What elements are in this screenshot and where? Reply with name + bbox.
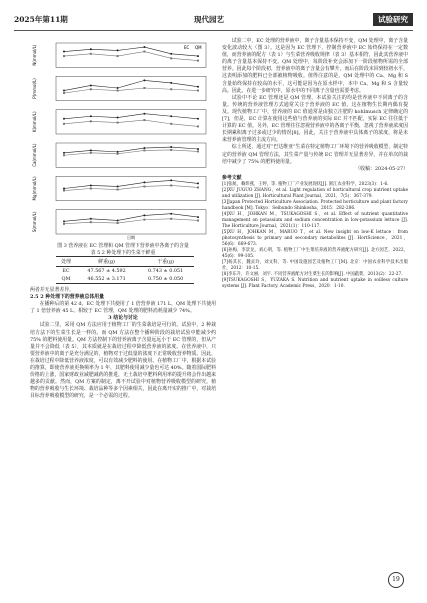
data-point xyxy=(170,82,172,84)
data-point xyxy=(63,90,65,92)
y-axis-label: K(mmol/L) xyxy=(32,111,37,133)
reference-item: [3]Japan Protected Horticulture Association. Protected horticulture and plant factory handbook [M]. Tokyo：Seibundo Shinkosha，2015：282-286. xyxy=(222,199,408,211)
reference-item: [8]李东升，许文丽，刘宇. 不同营养液配方对生菜生长的影响[J]. 中国蔬菜，2013(2)：22-27. xyxy=(222,271,403,277)
data-point xyxy=(143,79,145,81)
data-point xyxy=(170,213,172,215)
reference-item: [9]TSUKAGOSHI S，YUZAKA S. Nutrition and nutrient uptake in soilless culture systems [J]. Plant Factory. Academic Press，2020：1-10. xyxy=(222,277,408,289)
data-point xyxy=(197,55,199,57)
section-heading-2-5: 2.5 2 种处理下的营养液总体用量 xyxy=(30,294,105,301)
left-column xyxy=(30,287,216,401)
data-point xyxy=(117,87,119,89)
data-point xyxy=(90,48,92,50)
data-point xyxy=(90,88,92,90)
series-line-ec xyxy=(64,214,198,222)
data-point xyxy=(63,152,65,154)
paragraph: 试验二中，EC 处理的营养液中，离子含量基本保持不变，QM 处理中，离子含量变化波动较大（图 3）。这是因为 EC 管理下，控制营养液中 EC 始终保持在一定数值，而营养液的配方（表 1）与生菜营养吸收规律（表 3）基本相符，因此其营养液中的离子含量基本保持不变。QM 处理中，每阶段补充会添加下一阶段植物所需的全部营养。因此每个阶段初，营养液中的离子含量会有攀升，而后在阶段末回到较初水平，这表明添加的肥料已全部被植物吸收。值得注意的是，QM 处理中的 Ca、Mg 和 S 含量始终保持在较高的水平，这可能是因为在原水样中，本中 Ca、Mg 和 S 含量较高。因此，在进一步研究中，原水中的不同离子含量也需要考虑。 xyxy=(222,38,408,94)
data-point xyxy=(90,53,92,55)
paragraph: 试验中不论 EC 管理还是 QM 管理，本试验关注的均是营养液中不同离子的含量。传统的营养液管理方式通常关注于营养液的 EC 值，这在植物生长期内偶有提及。现代植物工厂中，营养液的 EC 值通常是由独立注肥的 kohlmusch 定律确定的[7]，但是，EC 计算在使用这些值与营养液的实际 EC 并不匹配，实际 EC 往往低于计算的 EC 值。另外，EC 管理往往忽视营养液中的各离子平衡，忽视了营养液浓度因长期累积离子过多或过少的情况[8]。因此，关注于营养液中具体离子的浓度，将是未来营养液管理的主流方向。 xyxy=(222,94,408,144)
reference-item: [1]张航，赖炜燕，王婷，等. 植物工厂产业发展现状[J]. 浙江农业科学，2023(3)：1-6. xyxy=(222,181,389,187)
data-point xyxy=(63,190,65,192)
data-point xyxy=(63,123,65,125)
series-line-ec xyxy=(64,114,198,119)
data-point xyxy=(143,147,145,149)
issue-label: 2025年第11期 xyxy=(14,15,68,24)
series-line-qm xyxy=(64,88,198,93)
data-point xyxy=(143,214,145,216)
references-list xyxy=(222,182,408,290)
header-divider xyxy=(14,30,413,31)
data-point xyxy=(90,149,92,151)
data-point xyxy=(90,221,92,223)
panel-frame xyxy=(56,110,206,134)
journal-title: 现代园艺 xyxy=(194,15,224,24)
data-point xyxy=(143,181,145,183)
panel-frame xyxy=(56,143,206,167)
data-point xyxy=(117,117,119,119)
data-point xyxy=(117,49,119,51)
data-point xyxy=(170,146,172,148)
table-5 xyxy=(56,256,194,284)
data-point xyxy=(90,218,92,220)
data-point xyxy=(143,46,145,48)
reference-item: [5]XU H，JOHKAN M，MARUO T，et al. New insight on low-K lettuce：from photosynthesis to primary and secondary metabolites [J]. HortScience，2021，56(6)：669-673. xyxy=(222,229,408,247)
data-point xyxy=(63,51,65,53)
data-point xyxy=(170,53,172,55)
received-date: （收稿：2024-05-27） xyxy=(355,165,408,172)
data-point xyxy=(143,113,145,115)
page-number: 19 xyxy=(388,572,404,588)
data-point xyxy=(63,92,65,94)
reference-item: [2]XU JUGUO ZHANG，et al. Light regulation of horticultural crop nutrient uptake and utilization [J]. Horticultural Plant Journal，2021，7(5)：367-379. xyxy=(222,187,408,199)
data-point xyxy=(117,222,119,224)
table-cell: EC xyxy=(62,268,70,274)
data-point xyxy=(170,115,172,117)
data-point xyxy=(90,152,92,154)
table-cell: 0.743 ± 0.051 xyxy=(148,268,184,274)
paragraph: 在播种后的第 42 d，EC 处理下共使用了 1 倍营养液 171 L，QM 处理下共使用了 1 倍营养液 45 L，相较于 EC 管理，QM 处理的肥料消耗量减少 74%。 xyxy=(30,301,216,315)
figure-3-charts xyxy=(30,40,216,240)
data-point xyxy=(143,185,145,187)
data-point xyxy=(197,150,199,152)
y-axis-label: N(mmol/L) xyxy=(32,44,37,66)
series-line-qm xyxy=(64,120,198,126)
data-point xyxy=(117,219,119,221)
data-point xyxy=(170,184,172,186)
data-point xyxy=(170,57,172,59)
data-point xyxy=(90,188,92,190)
data-point xyxy=(197,60,199,62)
data-point xyxy=(90,184,92,186)
series-line-ec xyxy=(64,180,198,188)
data-point xyxy=(197,86,199,88)
data-point xyxy=(117,151,119,153)
series-line-ec xyxy=(64,47,198,56)
running-header xyxy=(14,14,413,28)
paragraph: 两者并无显著差异。 xyxy=(30,287,75,293)
table-cell: 46.552 ± 3.171 xyxy=(76,275,137,284)
table-header-cell: 鲜重(g) xyxy=(76,257,137,267)
data-point xyxy=(170,179,172,181)
table-cell: 0.750 ± 0.050 xyxy=(137,275,194,284)
data-point xyxy=(117,122,119,124)
table-cell: QM xyxy=(56,275,76,284)
legend-entry: QM xyxy=(195,45,202,50)
data-point xyxy=(90,120,92,122)
data-point xyxy=(197,125,199,127)
data-point xyxy=(143,219,145,221)
data-point xyxy=(197,90,199,92)
references-title: 参考文献 xyxy=(222,174,242,181)
y-axis-label: Mg(mmol/L) xyxy=(32,176,37,201)
panel-frame xyxy=(56,76,206,100)
data-point xyxy=(143,149,145,151)
data-point xyxy=(63,220,65,222)
section-heading-3: 3 结论与讨论 xyxy=(108,315,138,322)
reference-item: [4]XU H，JOHKAN M，TSUKAGOSHI S，et al. Effect of nutrient quantitative management on potassium and sodium concentration in low-potassium lettuce [J]. The Horticulture Journal，2021(1)：110-117. xyxy=(222,211,408,229)
section-badge: 试验研究 xyxy=(373,13,413,26)
data-point xyxy=(197,148,199,150)
reference-item: [7]杨其长，魏灵玲，刘文科，等. 中国设施园艺及植物工厂[M]. 北京：中国农业科学技术出版社，2012：10-15. xyxy=(222,259,408,271)
paragraph: 综上所述，通过对“巴达维亚”生菜在特定植物工厂环境下的营养吸收模型，制定特定的营养液 QM 管理方法，其生菜产量与传统 EC 管理并无显著差异，并在单次的栽培中减少了 75% 的肥料使用量。 xyxy=(222,144,408,165)
table-header-cell: 干重(g) xyxy=(137,257,194,267)
data-point xyxy=(143,119,145,121)
table-header-cell: 处理 xyxy=(56,257,76,267)
figure-3-caption: 图 3 营养液在 EC 管理和 QM 管理下营养液中各离子的含量 xyxy=(57,243,189,249)
data-point xyxy=(170,88,172,90)
data-point xyxy=(63,188,65,190)
data-point xyxy=(143,87,145,89)
data-point xyxy=(143,51,145,53)
data-point xyxy=(197,216,199,218)
data-point xyxy=(63,55,65,57)
table-row xyxy=(56,275,194,284)
right-column xyxy=(222,38,408,290)
data-point xyxy=(197,219,199,221)
data-point xyxy=(170,149,172,151)
table-5-title: 表 5 2 种处理下的生菜干鲜重 xyxy=(90,250,156,256)
data-point xyxy=(117,185,119,187)
data-point xyxy=(170,218,172,220)
panel-frame xyxy=(56,176,206,200)
data-point xyxy=(197,118,199,120)
reference-item: [6]孙梅，李景龙，刘心明，等. 植物工厂中生菜培养液的营养液配方研究[J]. 北方园艺，2022，45(6)：99-105. xyxy=(222,247,408,259)
data-point xyxy=(90,84,92,86)
y-axis-label: S(mmol/L) xyxy=(32,211,37,233)
data-point xyxy=(90,115,92,117)
data-point xyxy=(117,189,119,191)
data-point xyxy=(117,153,119,155)
table-row xyxy=(56,267,194,276)
data-point xyxy=(63,118,65,120)
legend-entry: EC xyxy=(184,45,190,50)
data-point xyxy=(170,123,172,125)
panel-frame xyxy=(56,210,206,234)
data-point xyxy=(197,186,199,188)
y-axis-label: Ca(mmol/L) xyxy=(32,143,37,167)
data-point xyxy=(117,90,119,92)
y-axis-label: P(mmol/L) xyxy=(32,78,37,99)
paragraph: 试验二里，采用 QM 方法应用于植物工厂的生菜栽培是可行的。试验中，2 种栽培方法下的生菜生长是一样的。而 QM 方法在整个播种阶段的栽培试验中能减少约 75% 的肥料使用量。QM 方法控制下的营养液离子含量远远小于 EC 管理的，但从产量并不会降低（表 5），其本质就是在栽培过程中降低营养液的浓度。在营养液中，只要营养液中的离子是充分满足的，植物对于过低量的浓度下正常吸收营养物质。因此，在栽培过程中降低营养液浓度，可以有效减少肥料的使用。在植物工厂中，根据本试验的推算，即使营养液更换频率为 1 年，其肥料使用减少量也可达 40%。随着国际肥料价格的上涨，国家财政业减肥减药的推进，无土栽培中肥料利用率的提升将会作出越来越多的贡献。然而，QM 方案的制定，离不开试验中对植物营养吸收模型的研究。植物的营养吸收与生长环境、栽培品种等多个因素相关，因此在离开实的推广中，对栽培目标营养吸收模型的研究，是一个必需的过程。 xyxy=(30,322,216,400)
x-axis-label: 日期 xyxy=(127,235,135,240)
data-point xyxy=(63,223,65,225)
data-point xyxy=(117,55,119,57)
data-point xyxy=(63,154,65,156)
data-point xyxy=(197,182,199,184)
series-line-qm xyxy=(64,52,198,61)
table-cell: 47.567 ± 4.592 xyxy=(87,268,126,274)
